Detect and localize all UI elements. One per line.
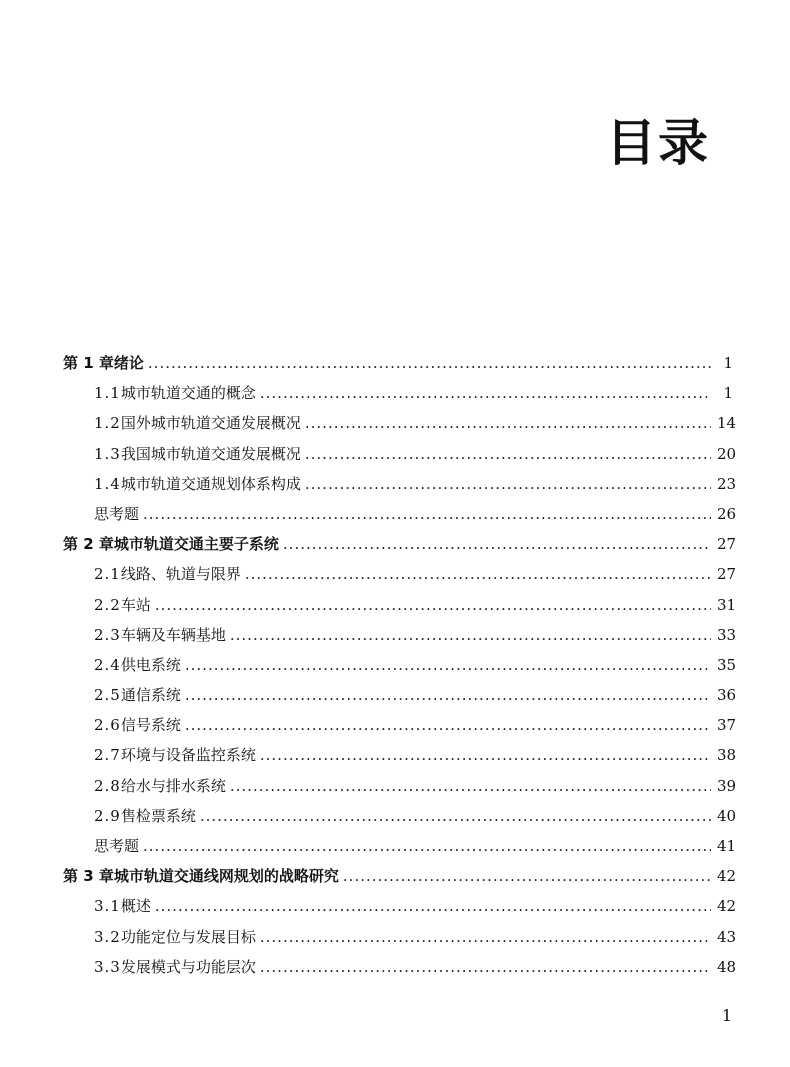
toc-entry-number: 第 1 章 <box>63 354 114 372</box>
toc-entry-number: 2.5 <box>94 686 121 705</box>
toc-section-row[interactable] <box>63 801 737 831</box>
dot-leader <box>260 740 711 770</box>
toc-entry-page: 14 <box>717 414 737 433</box>
toc-entry-page: 23 <box>717 474 737 493</box>
toc-chapter-row[interactable] <box>63 529 737 559</box>
toc-section-row[interactable] <box>63 469 737 499</box>
dot-leader <box>185 680 711 710</box>
toc-entry-title: 信号系统 <box>120 716 181 735</box>
toc-section-row[interactable] <box>63 378 733 408</box>
dot-leader <box>143 499 711 529</box>
dot-leader <box>305 439 711 469</box>
toc-entry-title: 思考题 <box>94 504 140 523</box>
toc-entry-title: 环境与设备监控系统 <box>120 746 256 765</box>
dot-leader <box>343 861 711 891</box>
toc-entry-page: 33 <box>717 625 737 644</box>
toc-entry-number: 1.1 <box>94 384 121 403</box>
toc-entry-page: 27 <box>717 565 737 584</box>
toc-entry-page: 38 <box>717 746 737 765</box>
toc-section-row[interactable] <box>63 952 737 982</box>
toc-entry-title: 发展模式与功能层次 <box>120 957 256 976</box>
toc-entry-title: 通信系统 <box>120 686 181 705</box>
dot-leader <box>155 891 711 921</box>
dot-leader <box>200 801 711 831</box>
toc-entry-title: 绪论 <box>113 354 144 372</box>
toc-entry-number: 2.6 <box>94 716 121 735</box>
toc-entry-page: 40 <box>717 806 737 825</box>
toc-section-row[interactable] <box>63 710 737 740</box>
toc-entry-number: 第 2 章 <box>63 535 114 554</box>
toc-entry-number: 1.3 <box>94 444 121 463</box>
toc-exercise-row[interactable] <box>63 499 737 529</box>
toc-entry-page: 42 <box>717 897 737 916</box>
toc-entry-title: 线路、轨道与限界 <box>120 565 241 584</box>
toc-entry-number: 2.1 <box>94 565 121 584</box>
toc-section-row[interactable] <box>63 439 737 469</box>
toc-entry-page: 20 <box>717 444 737 463</box>
dot-leader <box>155 590 711 620</box>
dot-leader <box>230 771 711 801</box>
toc-entry-number: 2.8 <box>94 776 121 795</box>
toc-entry-title: 功能定位与发展目标 <box>120 927 256 946</box>
toc-entry-title: 我国城市轨道交通发展概况 <box>120 444 301 463</box>
toc-section-row[interactable] <box>63 408 737 438</box>
toc-entry-page: 48 <box>717 957 737 976</box>
toc-section-row[interactable] <box>63 891 737 921</box>
toc-entry-title: 思考题 <box>94 837 140 855</box>
toc-entry-number: 1.4 <box>94 474 121 493</box>
toc-entry-page: 26 <box>717 504 737 523</box>
toc-entry-page: 41 <box>717 837 737 855</box>
page-number: 1 <box>721 1006 732 1025</box>
toc-entry-number: 3.1 <box>94 897 121 916</box>
toc-exercise-row[interactable] <box>63 831 737 861</box>
dot-leader <box>245 559 711 589</box>
toc-section-row[interactable] <box>63 680 737 710</box>
dot-leader <box>260 378 711 408</box>
toc-entry-page: 43 <box>717 927 737 946</box>
toc-section-row[interactable] <box>63 771 737 801</box>
toc-entry-title: 城市轨道交通的概念 <box>120 384 256 403</box>
toc-entry-page: 31 <box>717 595 737 614</box>
dot-leader <box>283 529 711 559</box>
dot-leader <box>305 469 711 499</box>
toc-entry-page: 35 <box>717 655 737 674</box>
toc-entry-title: 国外城市轨道交通发展概况 <box>120 414 301 433</box>
dot-leader <box>305 408 711 438</box>
dot-leader <box>260 952 711 982</box>
toc-entry-title: 给水与排水系统 <box>120 776 226 795</box>
toc-section-row[interactable] <box>63 590 737 620</box>
toc-entry-page: 1 <box>723 354 733 372</box>
toc-entry-number: 2.3 <box>94 625 121 644</box>
toc-entry-title: 车站 <box>120 595 151 614</box>
dot-leader <box>185 650 711 680</box>
toc-chapter-row[interactable] <box>63 861 737 891</box>
toc-entry-page: 39 <box>717 776 737 795</box>
toc-entry-page: 36 <box>717 686 737 705</box>
toc-entry-number: 2.2 <box>94 595 121 614</box>
toc-entry-number: 第 3 章 <box>63 867 114 886</box>
toc-section-row[interactable] <box>63 559 737 589</box>
toc-entry-number: 2.9 <box>94 806 121 825</box>
toc-entry-number: 3.2 <box>94 927 121 946</box>
toc-entry-number: 2.4 <box>94 655 121 674</box>
dot-leader <box>143 831 711 861</box>
toc-entry-title: 城市轨道交通规划体系构成 <box>120 474 301 493</box>
toc-entry-title: 供电系统 <box>120 655 181 674</box>
toc-entry-page: 1 <box>723 384 733 403</box>
dot-leader <box>148 348 711 378</box>
toc-entry-page: 27 <box>717 535 737 554</box>
toc-section-row[interactable] <box>63 740 737 770</box>
toc-entry-number: 2.7 <box>94 746 121 765</box>
toc-entry-page: 42 <box>717 867 737 886</box>
toc-entry-title: 售检票系统 <box>120 806 196 825</box>
toc-section-row[interactable] <box>63 650 737 680</box>
dot-leader <box>185 710 711 740</box>
toc-entry-number: 3.3 <box>94 957 121 976</box>
toc-entry-title: 城市轨道交通线网规划的战略研究 <box>113 867 339 886</box>
toc-section-row[interactable] <box>63 620 737 650</box>
toc-entry-number: 1.2 <box>94 414 121 433</box>
dot-leader <box>260 922 711 952</box>
toc-entry-title: 城市轨道交通主要子系统 <box>113 535 279 554</box>
page-title: 目录 <box>606 114 710 172</box>
toc-entry-title: 概述 <box>120 897 151 916</box>
dot-leader <box>230 620 711 650</box>
toc-entry-title: 车辆及车辆基地 <box>120 625 226 644</box>
toc-chapter-row[interactable] <box>63 348 733 378</box>
toc-entry-page: 37 <box>717 716 737 735</box>
table-of-contents <box>63 348 737 982</box>
toc-section-row[interactable] <box>63 922 737 952</box>
